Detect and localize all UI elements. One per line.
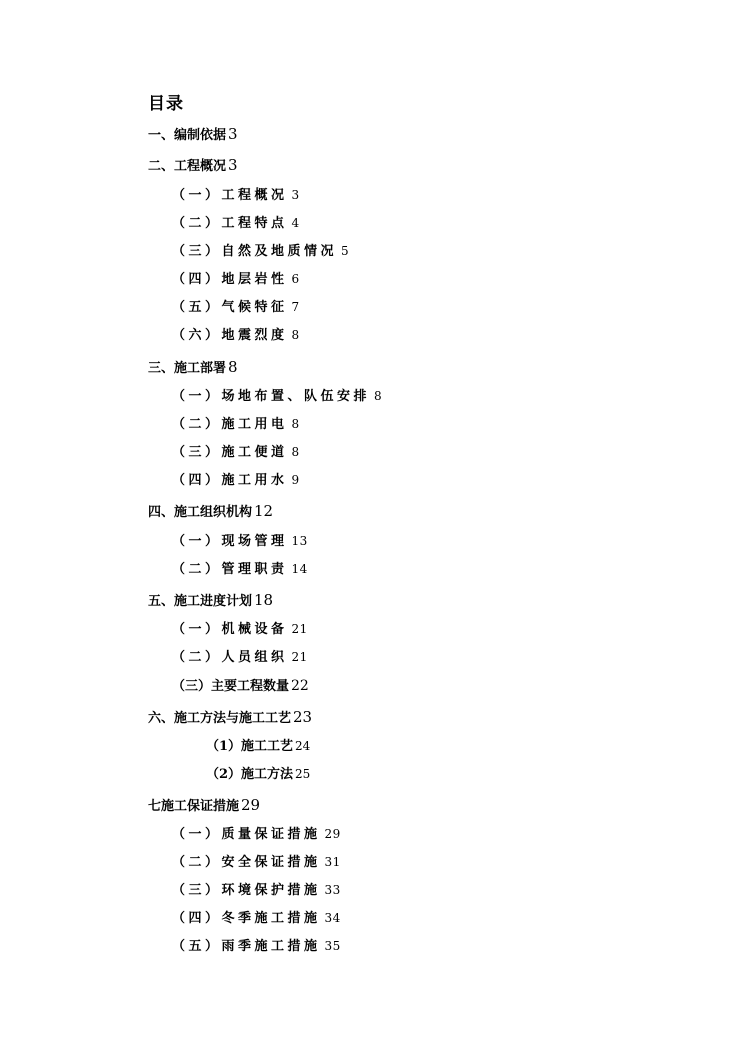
toc-entry-label: （1）施工工艺 xyxy=(206,739,294,754)
toc-entry-page: 22 xyxy=(291,678,309,694)
toc-entry-page: 18 xyxy=(254,591,274,609)
toc-subentry xyxy=(172,679,309,693)
toc-entry-page: 8 xyxy=(291,328,300,342)
toc-entry-page: 9 xyxy=(291,473,300,487)
toc-entry-page: 5 xyxy=(341,244,350,258)
toc-subentry xyxy=(172,940,341,953)
toc-subentry xyxy=(172,273,300,286)
toc-entry-page: 23 xyxy=(293,708,313,726)
toc-subentry xyxy=(172,301,300,314)
toc-entry-label: 四、施工组织机构 xyxy=(148,505,253,520)
toc-entry-label: （四）地层岩性 xyxy=(172,272,288,287)
toc-entry xyxy=(148,158,238,173)
toc-entry-label: 二、工程概况 xyxy=(148,159,227,174)
toc-entry-page: 33 xyxy=(324,883,341,897)
toc-entry-label: （一）质量保证措施 xyxy=(172,827,321,842)
toc-entry-label: （四）施工用水 xyxy=(172,473,288,488)
toc-subentry xyxy=(172,828,341,841)
toc-entry xyxy=(148,593,273,608)
toc-subentry xyxy=(172,623,308,636)
toc-entry-page: 29 xyxy=(324,827,341,841)
toc-subentry xyxy=(172,884,341,897)
toc-entry-label: （五）气候特征 xyxy=(172,300,288,315)
toc-entry-label: （二）安全保证措施 xyxy=(172,855,321,870)
toc-entry-label: （一）现场管理 xyxy=(172,534,288,549)
toc-entry-page: 21 xyxy=(291,650,308,664)
toc-entry-page: 35 xyxy=(324,939,341,953)
toc-entry-page: 34 xyxy=(324,911,341,925)
toc-entry-page: 25 xyxy=(295,767,311,781)
toc-entry-page: 13 xyxy=(291,534,308,548)
toc-entry-page: 4 xyxy=(291,216,300,230)
toc-subentry xyxy=(172,446,300,459)
toc-subentry xyxy=(172,390,382,403)
toc-entry-label: 五、施工进度计划 xyxy=(148,594,253,609)
toc-entry-page: 6 xyxy=(291,272,300,286)
toc-subentry xyxy=(206,740,310,753)
toc-entry-page: 8 xyxy=(291,445,300,459)
toc-subentry xyxy=(172,535,308,548)
toc-entry-label: （二）工程特点 xyxy=(172,216,288,231)
toc-entry xyxy=(148,710,312,725)
toc-entry-label: （二）施工用电 xyxy=(172,417,288,432)
toc-title: 目录 xyxy=(148,94,184,114)
toc-entry-page: 3 xyxy=(291,188,300,202)
toc-entry-label: （一）场地布置、队伍安排 xyxy=(172,389,371,404)
toc-subentry xyxy=(172,189,300,202)
toc-entry-page: 8 xyxy=(228,358,238,376)
toc-entry-label: （三）主要工程数量 xyxy=(172,679,290,694)
toc-entry-label: （二）人员组织 xyxy=(172,650,288,665)
toc-entry-label: 一、编制依据 xyxy=(148,128,227,143)
toc-entry-label: （2）施工方法 xyxy=(206,767,294,782)
toc-entry-page: 24 xyxy=(295,739,311,753)
toc-entry xyxy=(148,127,238,142)
toc-entry-label: （一）工程概况 xyxy=(172,188,288,203)
toc-subentry xyxy=(206,768,310,781)
toc-entry-label: 七施工保证措施 xyxy=(148,799,240,814)
toc-entry xyxy=(148,504,273,519)
toc-subentry xyxy=(172,245,349,258)
toc-entry xyxy=(148,360,238,375)
toc-entry-label: （三）施工便道 xyxy=(172,445,288,460)
toc-subentry xyxy=(172,329,300,342)
toc-entry-page: 3 xyxy=(228,125,238,143)
toc-entry-page: 3 xyxy=(228,156,238,174)
toc-entry-label: （一）机械设备 xyxy=(172,622,288,637)
toc-entry-page: 7 xyxy=(291,300,300,314)
toc-entry xyxy=(148,798,260,813)
toc-subentry xyxy=(172,217,300,230)
toc-entry-label: （六）地震烈度 xyxy=(172,328,288,343)
toc-entry-page: 29 xyxy=(241,796,261,814)
toc-entry-label: （三）自然及地质情况 xyxy=(172,244,338,259)
toc-entry-label: （四）冬季施工措施 xyxy=(172,911,321,926)
toc-entry-label: （五）雨季施工措施 xyxy=(172,939,321,954)
toc-subentry xyxy=(172,912,341,925)
toc-entry-label: 三、施工部署 xyxy=(148,361,227,376)
toc-entry-page: 31 xyxy=(324,855,341,869)
toc-subentry xyxy=(172,418,300,431)
toc-entry-label: （二）管理职责 xyxy=(172,562,288,577)
toc-subentry xyxy=(172,651,308,664)
toc-subentry xyxy=(172,474,300,487)
toc-subentry xyxy=(172,856,341,869)
toc-entry-label: （三）环境保护措施 xyxy=(172,883,321,898)
toc-entry-label: 六、施工方法与施工工艺 xyxy=(148,711,292,726)
toc-entry-page: 21 xyxy=(291,622,308,636)
toc-entry-page: 12 xyxy=(254,502,274,520)
toc-entry-page: 8 xyxy=(291,417,300,431)
toc-entry-page: 8 xyxy=(374,389,383,403)
toc-subentry xyxy=(172,563,308,576)
toc-entry-page: 14 xyxy=(291,562,308,576)
